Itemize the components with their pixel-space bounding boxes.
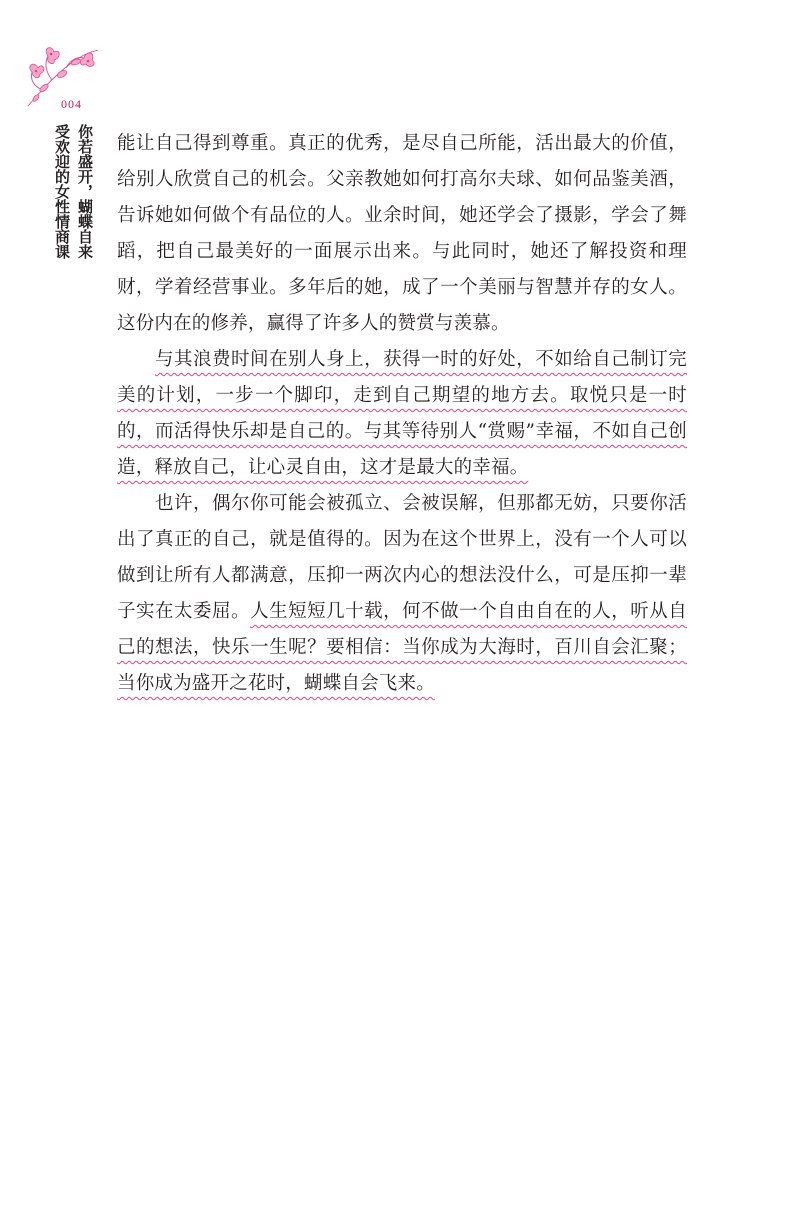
highlighted-quote-2: 人生短短几十载，何不做一个自由自在的人，听从自己的想法，快乐一生呢？要相信：当你成为大海时，百川自会汇聚；当你成为盛开之花时，蝴蝶自会飞来。 bbox=[117, 601, 687, 694]
chapter-title: 你若盛开，蝴蝶自来 bbox=[76, 124, 94, 259]
book-title: 受欢迎的女性情商课 bbox=[53, 124, 71, 259]
paragraph-3-text: 也许，偶尔你可能会被孤立、会被误解，但那都无妨，只要你活出了真正的自己，就是值得的。因为在这个世界上，没有一个人可以做到让所有人都满意，压抑一两次内心的想法没什么，可是压抑一辈子实在太委屈。 bbox=[117, 493, 687, 622]
paragraph-2 bbox=[117, 342, 687, 486]
paragraph-3 bbox=[117, 486, 687, 702]
paragraph-1: 能让自己得到尊重。真正的优秀，是尽自己所能，活出最大的价值，给别人欣赏自己的机会。父亲教她如何打高尔夫球、如何品鉴美酒，告诉她如何做个有品位的人。业余时间，她还学会了摄影，学会了舞蹈，把自己最美好的一面展示出来。与此同时，她还了解投资和理财，学着经营事业。多年后的她，成了一个美丽与智慧并存的女人。这份内在的修养，赢得了许多人的赞赏与羡慕。 bbox=[117, 133, 687, 334]
page-number: 004 bbox=[61, 97, 82, 111]
highlighted-quote-1: 与其浪费时间在别人身上，获得一时的好处，不如给自己制订完美的计划，一步一个脚印，走到自己期望的地方去。取悦只是一时的，而活得快乐却是自己的。与其等待别人“赏赐”幸福，不如自己创造，释放自己，让心灵自由，这才是最大的幸福。 bbox=[117, 349, 687, 478]
page-body bbox=[117, 126, 687, 702]
